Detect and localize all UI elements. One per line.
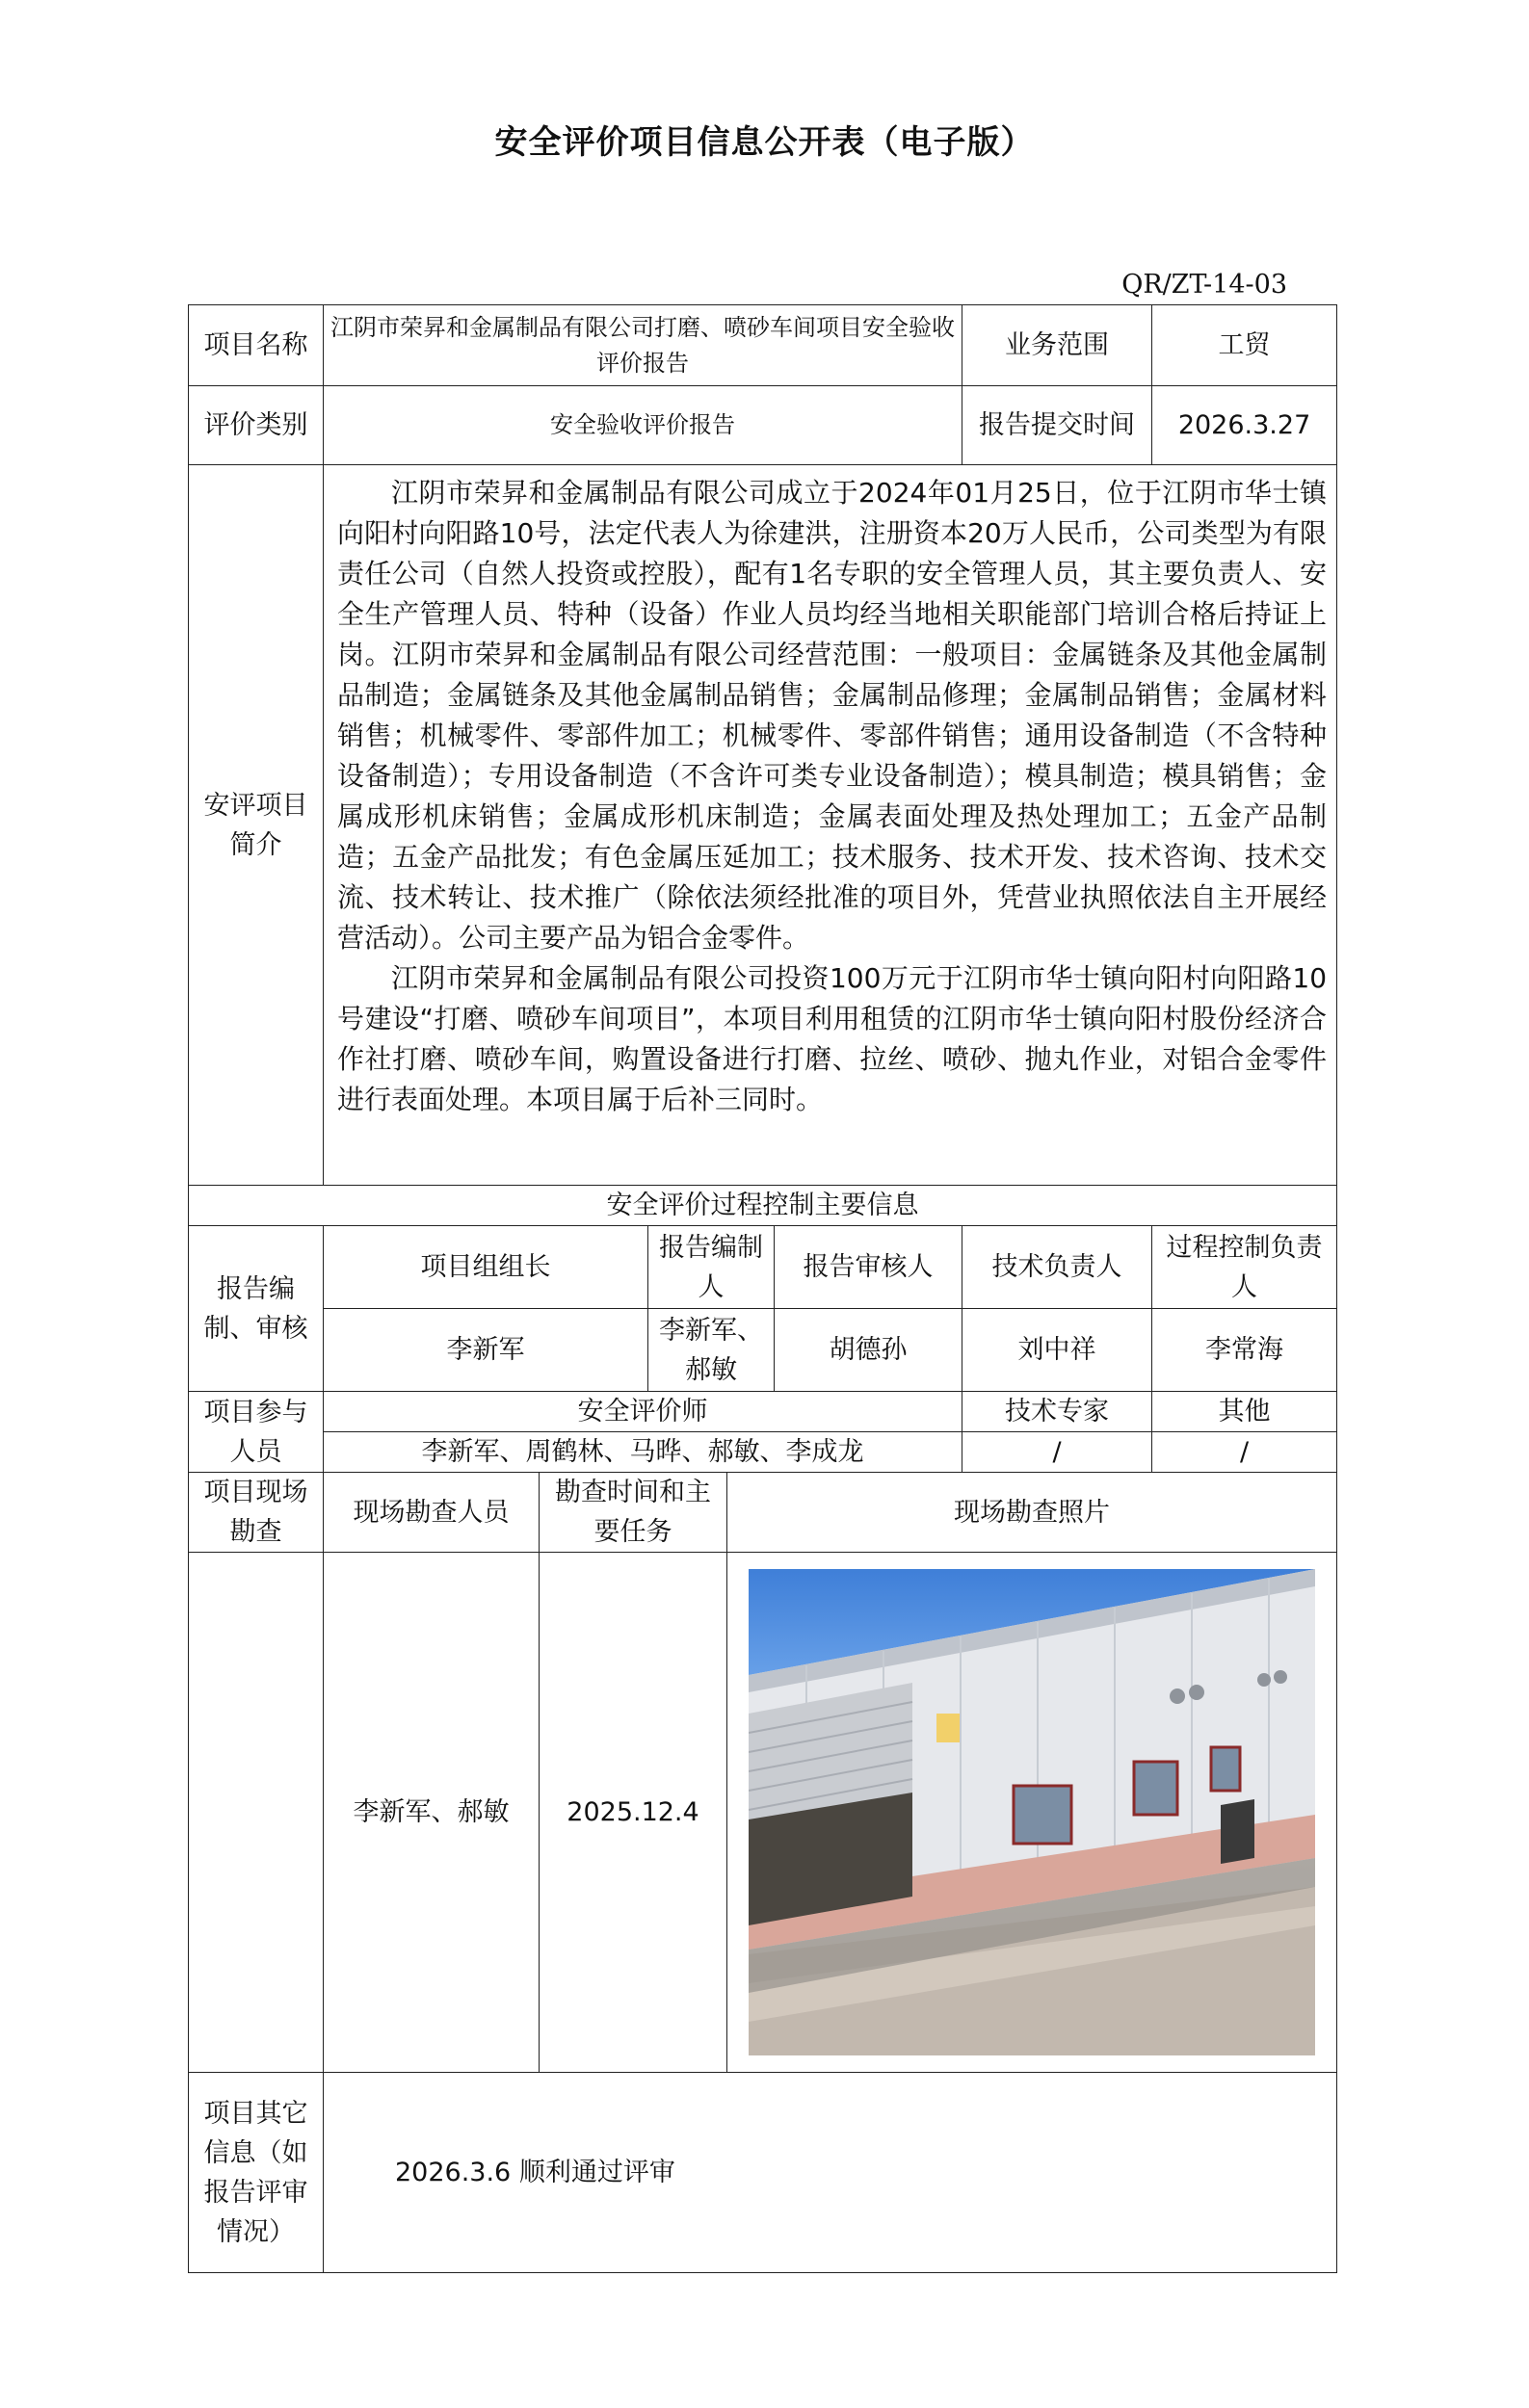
eval-type-label: 评价类别 [189,386,324,465]
survey-photo-cell [727,1553,1337,2073]
submit-time-label: 报告提交时间 [962,386,1152,465]
compiler-value: 李新军、郝敏 [648,1309,775,1392]
page-title: 安全评价项目信息公开表（电子版） [494,123,1035,162]
team-leader-value: 李新军 [324,1309,648,1392]
document-number: QR/ZT-14-03 [1121,270,1287,300]
compiler-label: 报告编制人 [648,1226,775,1309]
process-lead-value: 李常海 [1152,1309,1337,1392]
others-value: / [1152,1432,1337,1473]
tech-expert-label: 技术专家 [962,1392,1152,1432]
evaluators-value: 李新军、周鹤林、马晔、郝敏、李成龙 [324,1432,962,1473]
project-name-value: 江阴市荣昇和金属制品有限公司打磨、喷砂车间项目安全验收评价报告 [324,305,962,386]
intro-content [324,465,1337,1186]
intro-paragraph-2: 江阴市荣昇和金属制品有限公司投资100万元于江阴市华士镇向阳村向阳路10号建设“打磨、喷砂车间项目”，本项目利用租赁的江阴市华士镇向阳村股份经济合作社打磨、喷砂车间，购置设备进行打磨、拉丝、喷砂、抛丸作业，对铝合金零件进行表面处理。本项目属于后补三同时。 [337,962,1328,1115]
team-leader-label: 项目组组长 [324,1226,648,1309]
site-survey-label: 项目现场勘查 [189,1473,324,1553]
warehouse-photo-illustration [749,1569,1315,2055]
site-survey-empty [189,1553,324,2073]
tech-expert-value: / [962,1432,1152,1473]
process-lead-label: 过程控制负责人 [1152,1226,1337,1309]
tech-lead-value: 刘中祥 [962,1309,1152,1392]
survey-staff-label: 现场勘查人员 [324,1473,540,1553]
info-table [188,304,1337,2273]
participants-label: 项目参与人员 [189,1392,324,1473]
tech-lead-label: 技术负责人 [962,1226,1152,1309]
others-label: 其他 [1152,1392,1337,1432]
evaluators-label: 安全评价师 [324,1392,962,1432]
process-info-header: 安全评价过程控制主要信息 [189,1186,1337,1226]
survey-photo-label: 现场勘查照片 [727,1473,1337,1553]
compile-review-label: 报告编制、审核 [189,1226,324,1392]
intro-label: 安评项目简介 [189,465,324,1186]
reviewer-value: 胡德孙 [775,1309,962,1392]
project-name-label: 项目名称 [189,305,324,386]
survey-staff-value: 李新军、郝敏 [324,1553,540,2073]
reviewer-label: 报告审核人 [775,1226,962,1309]
business-scope-label: 业务范围 [962,305,1152,386]
intro-paragraph-1: 江阴市荣昇和金属制品有限公司成立于2024年01月25日，位于江阴市华士镇向阳村向阳路10号，法定代表人为徐建洪，注册资本20万人民币，公司类型为有限责任公司（自然人投资或控股），配有1名专职的安全管理人员，其主要负责人、安全生产管理人员、特种（设备）作业人员均经当地相关职能部门培训合格后持证上岗。江阴市荣昇和金属制品有限公司经营范围：一般项目：金属链条及其他金属制品制造；金属链条及其他金属制品销售；金属制品修理；金属制品销售；金属材料销售；机械零件、零部件加工；机械零件、零部件销售；通用设备制造（不含特种设备制造）；专用设备制造（不含许可类专业设备制造）；模具制造；模具销售；金属成形机床销售；金属成形机床制造；金属表面处理及热处理加工；五金产品制造；五金产品批发；有色金属压延加工；技术服务、技术开发、技术咨询、技术交流、技术转让、技术推广（除依法须经批准的项目外，凭营业执照依法自主开展经营活动）。公司主要产品为铝合金零件。 [337,477,1328,954]
survey-time-task-label: 勘查时间和主要任务 [540,1473,727,1553]
other-info-label: 项目其它信息（如报告评审情况） [189,2073,324,2273]
eval-type-value: 安全验收评价报告 [324,386,962,465]
survey-time-value: 2025.12.4 [540,1553,727,2073]
other-info-value: 2026.3.6 顺利通过评审 [324,2073,1337,2273]
submit-time-value: 2026.3.27 [1152,386,1337,465]
site-photo [749,1569,1315,2055]
business-scope-value: 工贸 [1152,305,1337,386]
